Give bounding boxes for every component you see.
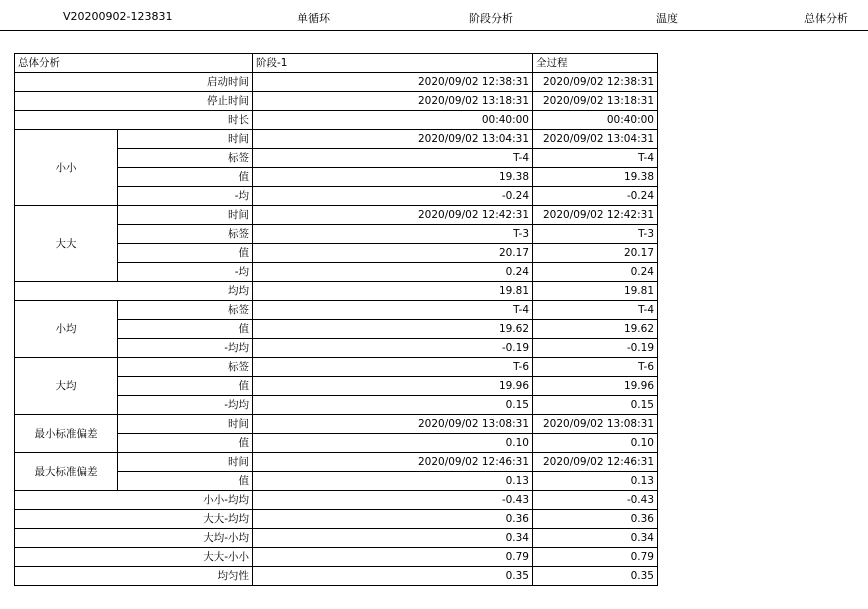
row-label: 时间	[118, 130, 253, 149]
stage-analysis-title: 阶段分析	[469, 12, 513, 25]
temperature-title: 温度	[656, 12, 678, 25]
group-label: 大大	[15, 206, 118, 282]
all-value: 2020/09/02 12:38:31	[533, 73, 658, 92]
all-value: 00:40:00	[533, 111, 658, 130]
table-row	[15, 548, 658, 567]
row-label: 大均-小均	[15, 529, 253, 548]
table-row	[15, 301, 658, 320]
row-label: 大大-均均	[15, 510, 253, 529]
all-value: 2020/09/02 13:18:31	[533, 92, 658, 111]
stage-value: 2020/09/02 12:42:31	[253, 206, 533, 225]
all-value: 2020/09/02 12:42:31	[533, 206, 658, 225]
all-value: 19.62	[533, 320, 658, 339]
all-value: 0.35	[533, 567, 658, 586]
stage-value: 0.15	[253, 396, 533, 415]
all-value: 0.34	[533, 529, 658, 548]
all-value: 0.79	[533, 548, 658, 567]
stage-value: 2020/09/02 13:08:31	[253, 415, 533, 434]
all-value: 19.38	[533, 168, 658, 187]
row-label: -均	[118, 263, 253, 282]
all-value: 0.24	[533, 263, 658, 282]
stage-value: T-6	[253, 358, 533, 377]
all-value: 0.13	[533, 472, 658, 491]
row-label: 值	[118, 320, 253, 339]
all-value: T-3	[533, 225, 658, 244]
overall-analysis-table	[14, 53, 658, 586]
column-header-all: 全过程	[533, 54, 658, 73]
table-row	[15, 282, 658, 301]
report-header	[0, 0, 868, 31]
stage-value: 19.62	[253, 320, 533, 339]
group-label: 小小	[15, 130, 118, 206]
row-label: 大大-小小	[15, 548, 253, 567]
all-value: -0.19	[533, 339, 658, 358]
table-row	[15, 510, 658, 529]
stage-value: 0.35	[253, 567, 533, 586]
all-value: 20.17	[533, 244, 658, 263]
table-row	[15, 453, 658, 472]
row-label: 时间	[118, 415, 253, 434]
all-value: T-4	[533, 149, 658, 168]
all-value: 0.36	[533, 510, 658, 529]
row-label: 均均	[15, 282, 253, 301]
stage-value: 0.79	[253, 548, 533, 567]
stage-value: 19.38	[253, 168, 533, 187]
stage-value: 2020/09/02 13:04:31	[253, 130, 533, 149]
stage-value: 2020/09/02 13:18:31	[253, 92, 533, 111]
all-value: 2020/09/02 13:08:31	[533, 415, 658, 434]
stage-value: 0.34	[253, 529, 533, 548]
group-label: 大均	[15, 358, 118, 415]
table-row	[15, 206, 658, 225]
stage-value: 0.10	[253, 434, 533, 453]
table-row	[15, 130, 658, 149]
table-row	[15, 111, 658, 130]
stage-value: 0.13	[253, 472, 533, 491]
table-row	[15, 529, 658, 548]
table-row	[15, 567, 658, 586]
all-value: T-4	[533, 301, 658, 320]
all-value: -0.24	[533, 187, 658, 206]
row-label: 标签	[118, 358, 253, 377]
stage-value: 2020/09/02 12:38:31	[253, 73, 533, 92]
table-header-row	[15, 54, 658, 73]
table-row	[15, 358, 658, 377]
group-label: 最小标准偏差	[15, 415, 118, 453]
stage-value: 20.17	[253, 244, 533, 263]
all-value: 0.10	[533, 434, 658, 453]
stage-value: 00:40:00	[253, 111, 533, 130]
stage-value: 0.24	[253, 263, 533, 282]
table-row	[15, 491, 658, 510]
table-title: 总体分析	[15, 54, 253, 73]
stage-value: 2020/09/02 12:46:31	[253, 453, 533, 472]
row-label: 值	[118, 472, 253, 491]
table-row	[15, 415, 658, 434]
all-value: -0.43	[533, 491, 658, 510]
row-label: 小小-均均	[15, 491, 253, 510]
row-label: 均匀性	[15, 567, 253, 586]
row-label: -均均	[118, 396, 253, 415]
all-value: 0.15	[533, 396, 658, 415]
stage-value: -0.24	[253, 187, 533, 206]
stage-value: -0.43	[253, 491, 533, 510]
row-label: 标签	[118, 149, 253, 168]
stage-value: -0.19	[253, 339, 533, 358]
row-label: -均	[118, 187, 253, 206]
row-label: 标签	[118, 225, 253, 244]
all-value: 2020/09/02 12:46:31	[533, 453, 658, 472]
row-label: -均均	[118, 339, 253, 358]
table-row	[15, 73, 658, 92]
row-label: 时间	[118, 206, 253, 225]
row-label: 启动时间	[15, 73, 253, 92]
overall-analysis-title: 总体分析	[804, 12, 848, 25]
stage-value: T-4	[253, 149, 533, 168]
stage-value: 0.36	[253, 510, 533, 529]
stage-value: T-4	[253, 301, 533, 320]
row-label: 值	[118, 377, 253, 396]
all-value: 19.81	[533, 282, 658, 301]
all-value: 19.96	[533, 377, 658, 396]
table-row	[15, 92, 658, 111]
row-label: 时间	[118, 453, 253, 472]
stage-value: 19.96	[253, 377, 533, 396]
column-header-stage: 阶段-1	[253, 54, 533, 73]
group-label: 小均	[15, 301, 118, 358]
record-id: V20200902-123831	[63, 10, 173, 23]
row-label: 时长	[15, 111, 253, 130]
row-label: 值	[118, 244, 253, 263]
stage-value: 19.81	[253, 282, 533, 301]
cycle-mode: 单循环	[297, 12, 330, 25]
row-label: 值	[118, 434, 253, 453]
all-value: 2020/09/02 13:04:31	[533, 130, 658, 149]
row-label: 标签	[118, 301, 253, 320]
group-label: 最大标准偏差	[15, 453, 118, 491]
all-value: T-6	[533, 358, 658, 377]
stage-value: T-3	[253, 225, 533, 244]
row-label: 值	[118, 168, 253, 187]
row-label: 停止时间	[15, 92, 253, 111]
